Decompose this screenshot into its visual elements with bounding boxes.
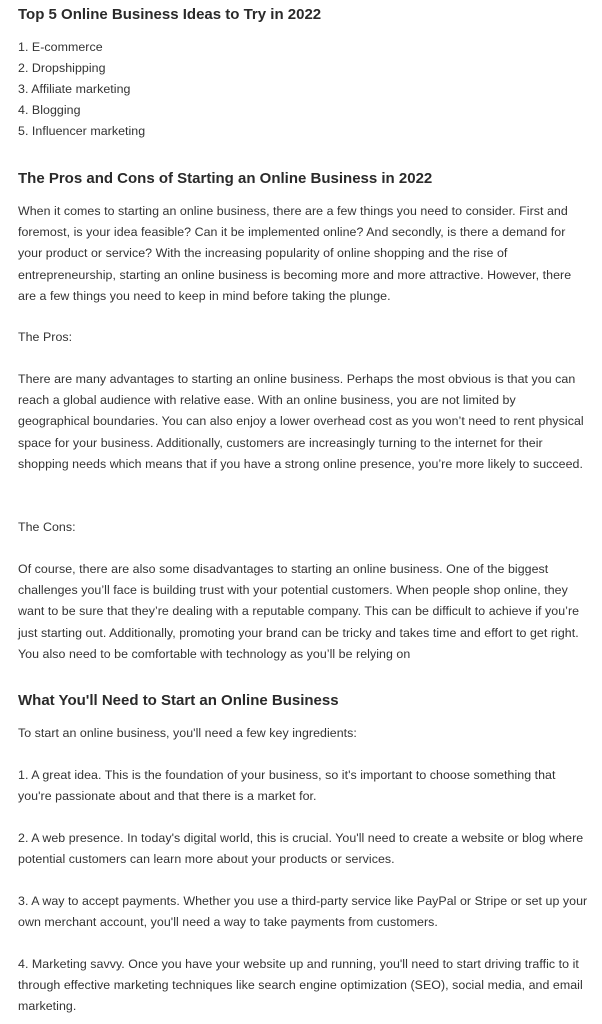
need-item: 2. A web presence. In today's digital world, this is crucial. You'll need to create a website or blog where potential customers can learn more about your products or services. xyxy=(18,831,584,867)
cons-label: The Cons: xyxy=(18,520,76,534)
list-item: 2. Dropshipping xyxy=(18,61,106,75)
list-item: 4. Blogging xyxy=(18,103,81,117)
pros-paragraph: There are many advantages to starting an online business. Perhaps the most obvious is that you can reach a global audience with relative ease. With an online business, you are not limited by geographical boundaries. You can also enjoy a lower overhead cost as you won’t need to rent physical space for your business. Additionally, customers are increasingly turning to the internet for their shopping needs which means that if you have a strong online presence, you’re more likely to succeed. xyxy=(18,372,584,471)
pros-label: The Pros: xyxy=(18,330,73,344)
list-item: 5. Influencer marketing xyxy=(18,124,146,138)
need-item: 4. Marketing savvy. Once you have your website up and running, you'll need to start driving traffic to it through effective marketing techniques like search engine optimization (SEO), social media, and email marketing. xyxy=(18,957,583,1014)
heading-pros-cons: The Pros and Cons of Starting an Online Business in 2022 xyxy=(18,170,433,187)
list-item: 3. Affiliate marketing xyxy=(18,82,131,96)
need-item: 1. A great idea. This is the foundation of your business, so it's important to choose something that you're passionate about and that there is a market for. xyxy=(18,768,556,804)
need-item: 3. A way to accept payments. Whether you use a third-party service like PayPal or Stripe or set up your own merchant account, you'll need a way to take payments from customers. xyxy=(18,894,588,930)
heading-top-5-ideas: Top 5 Online Business Ideas to Try in 2022 xyxy=(18,6,322,23)
heading-what-you-need: What You'll Need to Start an Online Business xyxy=(18,692,339,709)
cons-paragraph: Of course, there are also some disadvantages to starting an online business. One of the biggest challenges you’ll face is building trust with your potential customers. When people shop online, they want to be sure that they’re dealing with a reputable company. This can be difficult to achieve if you’re just starting out. Additionally, promoting your brand can be tricky and takes time and effort to get right. You also need to be comfortable with technology as you’ll be relying on xyxy=(18,562,580,661)
ideas-list xyxy=(18,37,590,142)
needs-intro: To start an online business, you'll need a few key ingredients: xyxy=(18,726,357,740)
list-item: 1. E-commerce xyxy=(18,40,103,54)
intro-paragraph: When it comes to starting an online business, there are a few things you need to consider. First and foremost, is your idea feasible? Can it be implemented online? And secondly, is there a demand for your product or service? With the increasing popularity of online shopping and the rise of entrepreneurship, starting an online business is becoming more and more attractive. However, there are a few things you need to keep in mind before taking the plunge. xyxy=(18,204,572,303)
